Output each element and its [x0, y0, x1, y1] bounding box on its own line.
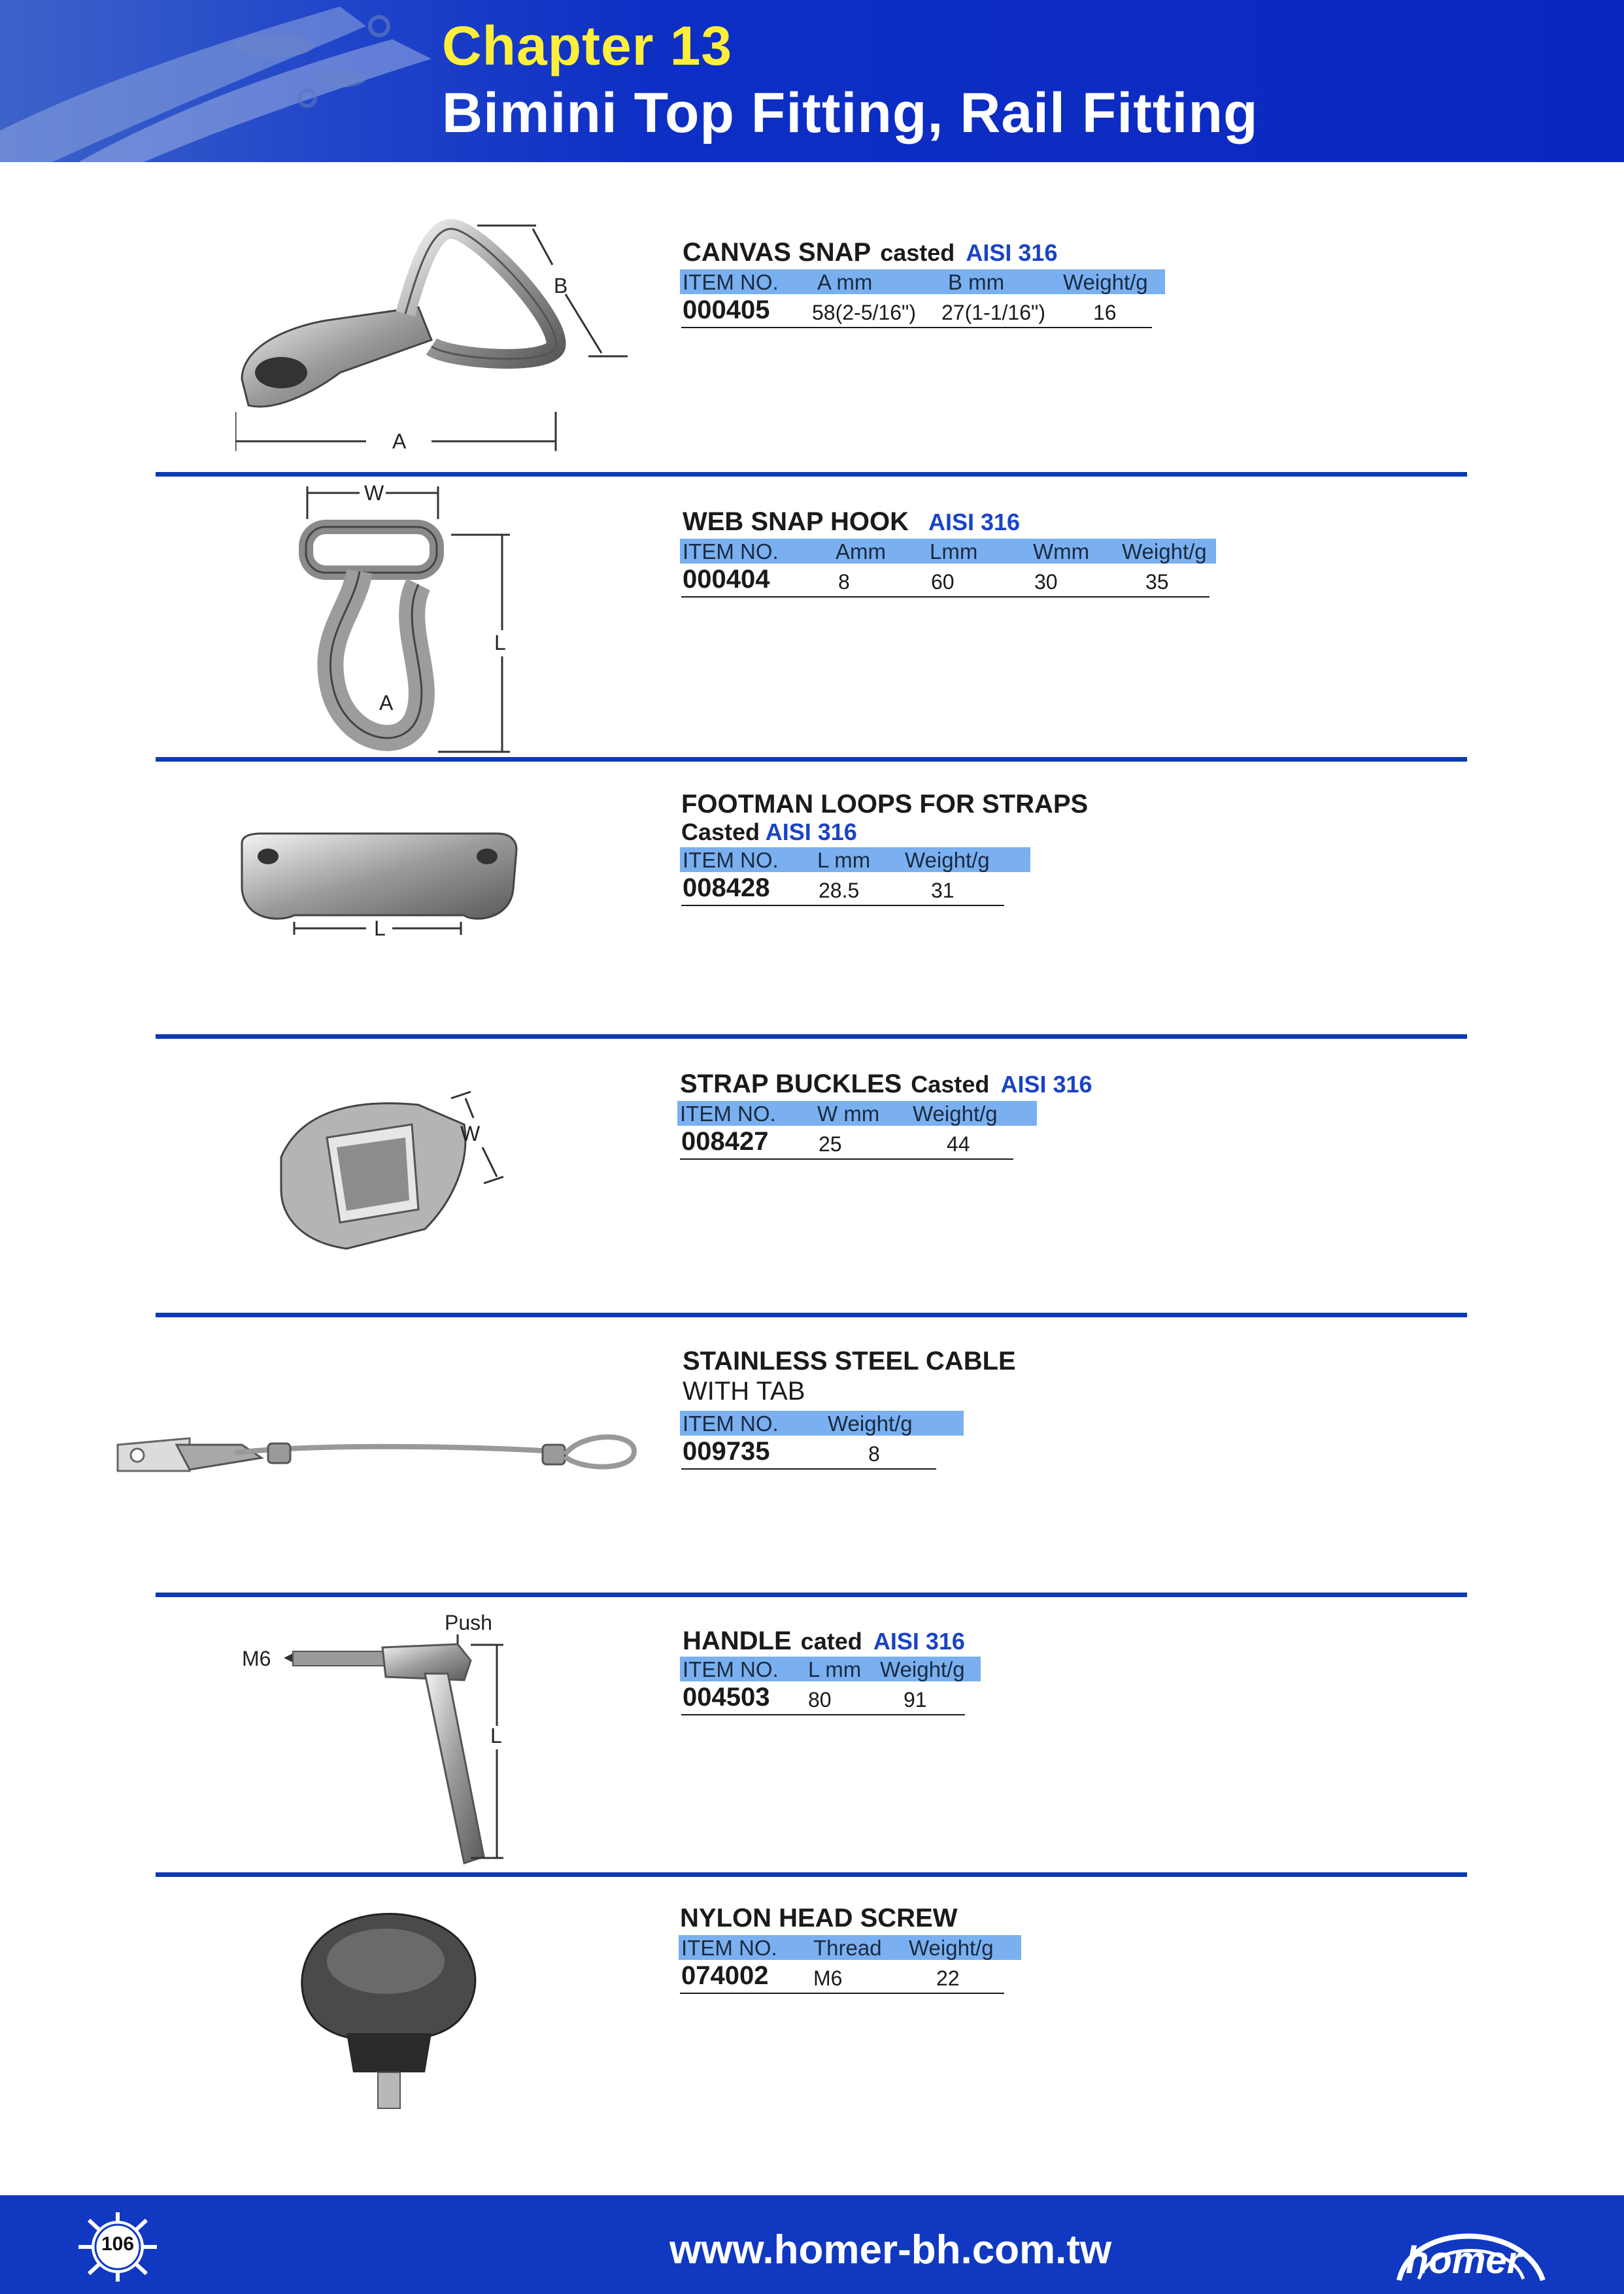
dim-a-label: A: [379, 691, 394, 715]
section-divider: [156, 1593, 1467, 1597]
table-header: ITEM NO. W mm Weight/g: [677, 1101, 1037, 1126]
dim-w-label: W: [460, 1122, 481, 1145]
table-row: 074002 M6 22: [680, 1963, 1004, 1994]
section-divider: [156, 1872, 1467, 1877]
table-header: ITEM NO. Amm Lmm Wmm Weight/g: [680, 539, 1216, 564]
canvas-snap-image: [235, 216, 641, 464]
strap-buckle-image: [275, 1085, 516, 1255]
section-divider: [156, 757, 1467, 762]
product-material-footman-loops: Casted AISI 316: [681, 818, 857, 845]
product-name-handle: HANDLE cated AISI 316: [683, 1627, 965, 1655]
dim-push-label: Push: [445, 1611, 492, 1634]
table-row: 000405 58(2-5/16") 27(1-1/16") 16: [681, 297, 1152, 328]
chapter-label: Chapter 13: [442, 15, 733, 76]
product-name-footman-loops: FOOTMAN LOOPS FOR STRAPS: [681, 790, 1089, 818]
table-header: ITEM NO. L mm Weight/g: [680, 847, 1030, 872]
table-header: ITEM NO. L mm Weight/g: [680, 1657, 981, 1681]
dim-a-label: A: [392, 430, 407, 453]
table-row: 008427 25 44: [680, 1128, 1013, 1160]
product-subtitle-cable: WITH TAB: [683, 1377, 805, 1406]
dim-l-label: L: [374, 917, 386, 940]
table-header: ITEM NO. Weight/g: [680, 1411, 964, 1436]
dim-l-label: L: [490, 1724, 502, 1747]
homer-logo-text: homer: [1406, 2239, 1522, 2282]
table-row: 004503 80 91: [681, 1684, 965, 1715]
product-name-nylon-head-screw: NYLON HEAD SCREW: [680, 1904, 958, 1932]
ship-cleat-header-art: [0, 0, 445, 162]
table-header: ITEM NO. Thread Weight/g: [679, 1935, 1021, 1960]
chapter-title: Bimini Top Fitting, Rail Fitting: [442, 82, 1259, 144]
dim-b-label: B: [554, 274, 568, 297]
section-divider: [156, 1313, 1467, 1317]
dim-w-label: W: [364, 481, 384, 505]
chapter-header: [0, 0, 1624, 162]
table-row: 000404 8 60 30 35: [681, 566, 1210, 598]
website-url[interactable]: www.homer-bh.com.tw: [669, 2227, 1112, 2272]
table-header: ITEM NO. A mm B mm Weight/g: [680, 269, 1165, 294]
section-divider: [156, 472, 1467, 477]
product-name-strap-buckles: STRAP BUCKLES Casted AISI 316: [680, 1070, 1092, 1098]
nylon-head-screw-image: [294, 1909, 484, 2112]
dim-m6-label: M6: [242, 1647, 271, 1670]
footman-loop-image: [235, 830, 523, 948]
cable-with-tab-image: [111, 1419, 647, 1484]
page-number: 106: [101, 2233, 135, 2255]
product-name-cable: STAINLESS STEEL CABLE: [683, 1347, 1016, 1375]
web-snap-hook-image: [294, 480, 530, 754]
handle-image: [235, 1608, 536, 1870]
product-name-canvas-snap: CANVAS SNAP casted AISI 316: [683, 238, 1058, 267]
dim-l-label: L: [494, 631, 506, 654]
table-row: 008428 28.5 31: [681, 875, 1004, 906]
section-divider: [156, 1034, 1467, 1039]
table-row: 009735 8: [681, 1438, 936, 1470]
product-name-web-snap-hook: WEB SNAP HOOK AISI 316: [683, 507, 1021, 536]
